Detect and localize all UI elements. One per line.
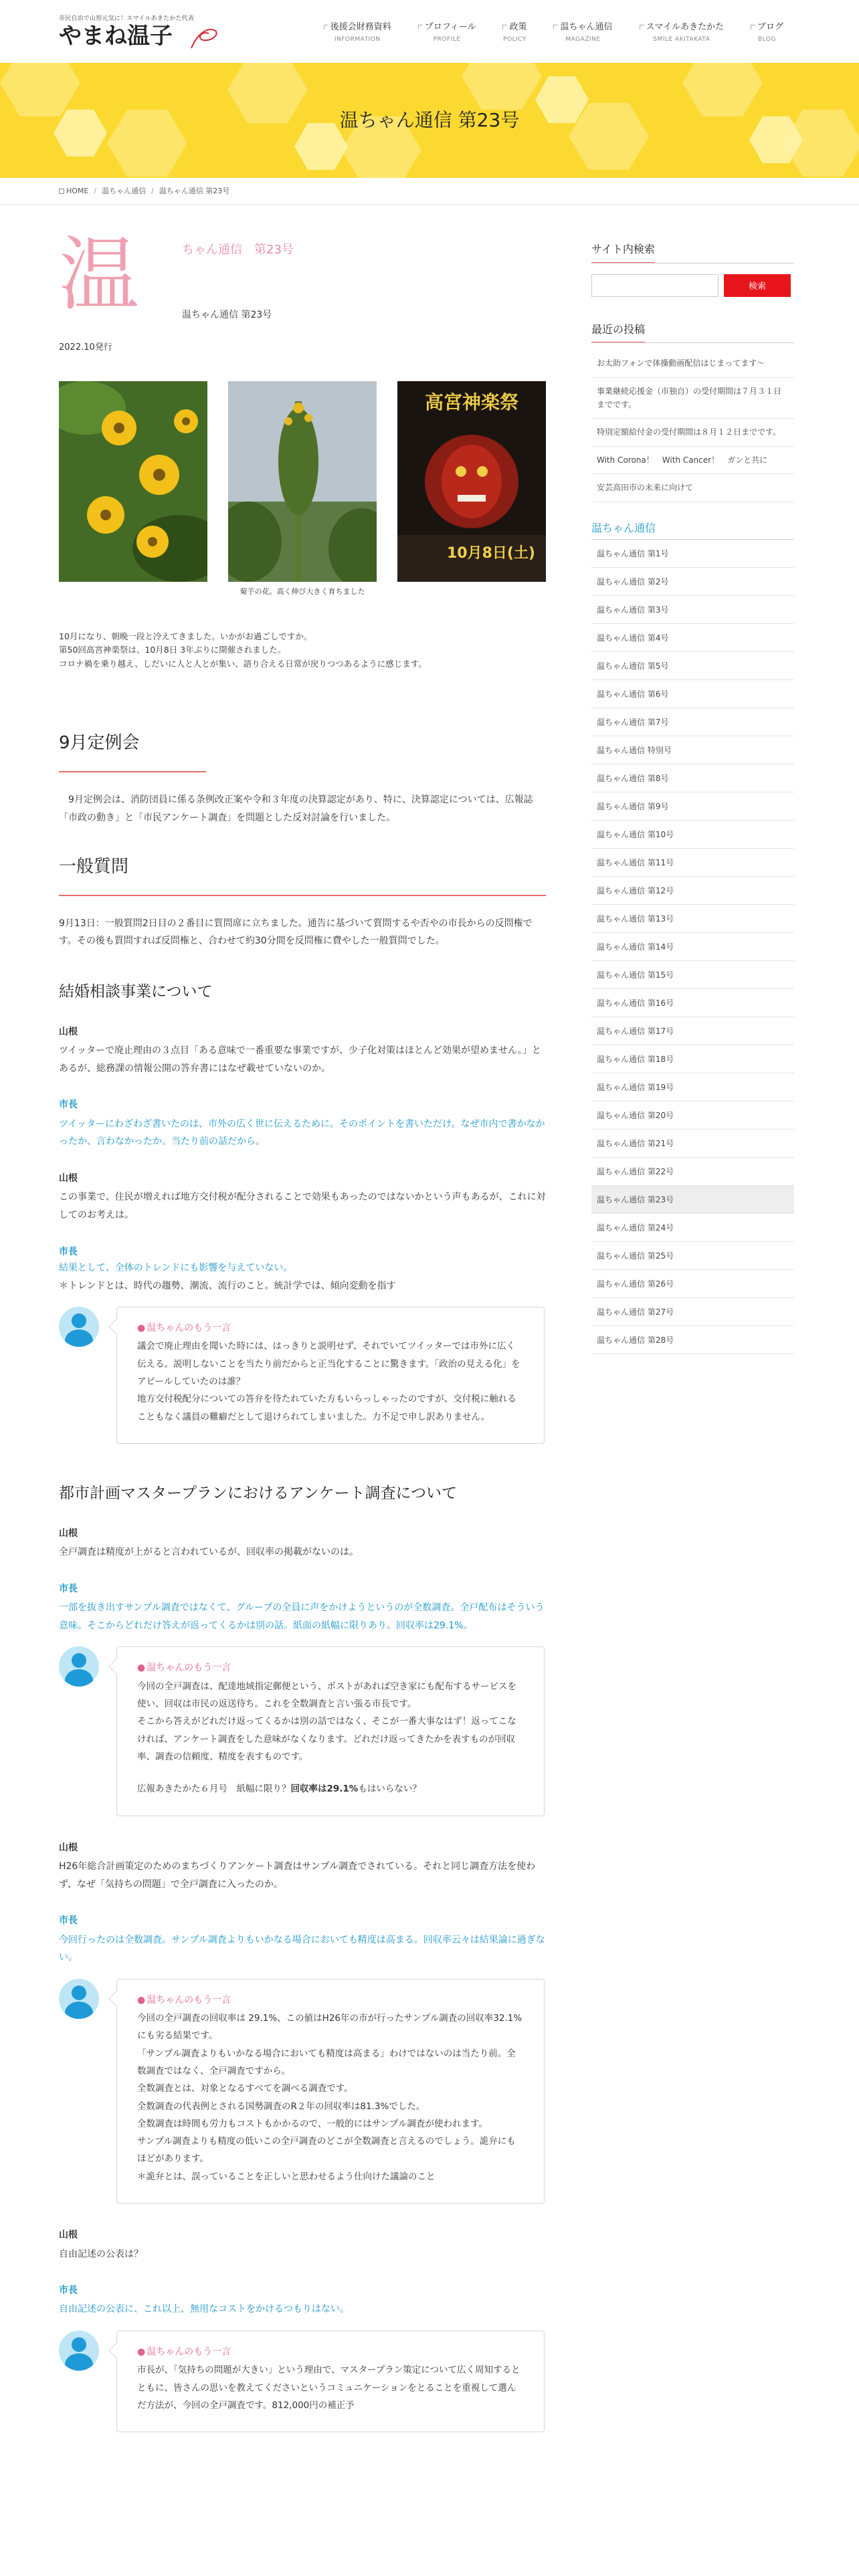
comment-box: [59, 1307, 546, 1444]
onsen-issue-link[interactable]: 温ちゃん通信 第12号: [591, 877, 794, 905]
recent-post-link[interactable]: With Corona！ With Cancer！ ガンと共に: [591, 447, 794, 474]
avatar-icon: [59, 2331, 99, 2371]
onsen-issue-link[interactable]: 温ちゃん通信 第19号: [591, 1073, 794, 1101]
nav-magazine[interactable]: 温ちゃん通信 MAGAZINE: [553, 18, 612, 44]
comment-title: ● 温ちゃんのもう一言: [137, 1992, 524, 2010]
question-text: 全戸調査は精度が上がると言われているが、回収率の掲載がないのは。: [59, 1547, 359, 1558]
nav-smile-akitakata[interactable]: スマイルあきたかた SMILE AKITAKATA: [640, 18, 724, 44]
onsen-issue-link[interactable]: 温ちゃん通信 第3号: [591, 596, 794, 624]
sidebar: [591, 241, 794, 2432]
onsen-issue-link[interactable]: 温ちゃん通信 第2号: [591, 568, 794, 596]
speaker-yamane: 山根: [59, 1172, 78, 1184]
comment-content: ● 温ちゃんのもう一言 今回の全戸調査は、配達地域指定郵便という、ポストがあれば空き家にも配布するサービスを使い、回収は市民の返送待ち。これを全数調査と言い張る市長です。 そこから答えがどれだけ返ってくるかは別の話ではなく、そこが一番大事なはず！返ってこなければ、アンケート調査をした意味がなくなります。どれだけ返ってきたかを表すものが回収率、調査の信頼度、精度を表すものです。 広報あきたかた６月号 紙幅に限り？回収率は29.1%もはいらない？: [116, 1646, 545, 1816]
onsen-issue-link[interactable]: 温ちゃん通信 第15号: [591, 961, 794, 989]
poster-title: 高宮神楽祭: [424, 391, 518, 413]
onsen-issue-link[interactable]: 温ちゃん通信 第16号: [591, 989, 794, 1017]
onsen-tsushin-list: [591, 540, 794, 1354]
onsen-issue-link[interactable]: 温ちゃん通信 第28号: [591, 1326, 794, 1354]
site-logo[interactable]: [59, 14, 194, 49]
photo-row: [59, 381, 546, 598]
breadcrumb-current: 温ちゃん通信 第23号: [159, 186, 230, 195]
logo-swirl-icon: [189, 25, 219, 51]
nav-information[interactable]: 後援会財務資料 INFORMATION: [324, 18, 391, 44]
recent-posts-list: [591, 350, 794, 502]
onsen-issue-link[interactable]: 温ちゃん通信 第8号: [591, 764, 794, 792]
speaker-yamane: 山根: [59, 1527, 78, 1539]
onsen-issue-link[interactable]: 温ちゃん通信 第9号: [591, 792, 794, 821]
onsen-tsushin-heading: 温ちゃん通信: [591, 520, 794, 540]
answer-text: 結果として、全体のトレンドにも影響を与えていない。: [59, 1262, 293, 1273]
recent-post-link[interactable]: 事業継続応援金（市独自）の受付期間は７月３１日までです。: [591, 378, 794, 419]
answer-text: ツイッターにわざわざ書いたのは、市外の広く世に伝えるために。そのポイントを書いただけ。なぜ市内で書かなかったか、言わなかったか。当たり前の話だから。: [59, 1118, 545, 1148]
post-series: ちゃん通信 第23号: [182, 243, 294, 257]
answer-text: 自由記述の公表に、これ以上、無用なコストをかけるつもりはない。: [59, 2304, 349, 2315]
onsen-issue-link[interactable]: 温ちゃん通信 第24号: [591, 1214, 794, 1242]
onsen-issue-link[interactable]: 温ちゃん通信 第25号: [591, 1242, 794, 1270]
onsen-issue-link[interactable]: 温ちゃん通信 第26号: [591, 1270, 794, 1298]
onsen-issue-link[interactable]: 温ちゃん通信 第23号: [591, 1186, 794, 1214]
logo-text: やまね温子: [59, 24, 194, 49]
photo-sunflowers: [59, 381, 207, 598]
photo-caption: 菊芋の花。高く伸び大きく育ちました: [240, 587, 365, 596]
speaker-mayor: 市長: [59, 1915, 78, 1927]
comment-title: ● 温ちゃんのもう一言: [137, 2343, 524, 2361]
main-nav: [324, 18, 783, 44]
onsen-issue-link[interactable]: 温ちゃん通信 第14号: [591, 933, 794, 961]
onsen-issue-link[interactable]: 温ちゃん通信 第27号: [591, 1298, 794, 1326]
onsen-issue-link[interactable]: 温ちゃん通信 第1号: [591, 540, 794, 568]
search-form: [591, 274, 794, 297]
comment-content: ● 温ちゃんのもう一言 今回の全戸調査の回収率は 29.1%、この値はH26年の市が行ったサンプル調査の回収率32.1%にも劣る結果です。 「サンプル調査よりもいかなる場合においても精度は高まる」わけではないのは当たり前。全数調査ではなく、全戸調査ですから。 全数調査とは、対象となるすべてを調べる調査です。 全数調査の代表例とされる国勢調査のR２年の回収率は81.3%でした。 全数調査は時間も労力もコストもかかるので、一般的にはサンプル調査が使われます。 サンプル調査よりも精度の低いこの全戸調査のどこが全数調査と言えるのでしょう。詭弁にもほどがあります。 ＊詭弁とは、誤っていることを正しいと思わせるよう仕向けた議論のこと: [116, 1979, 545, 2204]
speaker-mayor: 市長: [59, 1099, 78, 1111]
onsen-issue-link[interactable]: 温ちゃん通信 第7号: [591, 708, 794, 736]
question-text: この事業で、住民が増えれば地方交付税が配分されることで効果もあったのではないかという声もあるが、これに対してのお考えは。: [59, 1192, 546, 1220]
comment-closing: 広報あきたかた６月号 紙幅に限り？回収率は29.1%もはいらない？: [137, 1784, 421, 1795]
page-hero: [0, 63, 859, 178]
nav-profile[interactable]: プロフィール PROFILE: [418, 18, 476, 44]
recent-post-link[interactable]: 安芸高田市の未来に向けて: [591, 474, 794, 502]
nav-policy[interactable]: 政策 POLICY: [503, 22, 527, 43]
intro-text: 10月になり、朝晩一段と冷えてきました。いかがお過ごしですか。 第50回高宮神楽祭は、10月8日 3年ぶりに開催されました。 コロナ禍を乗り越え、しだいに人と人とが集い、語り合える日常が戻りつつあるように感じます。: [59, 631, 427, 669]
answer-text: 今回行ったのは全数調査。サンプル調査よりもいかなる場合においても精度は高まる。回収率云々は結果論に過ぎない。: [59, 1934, 545, 1963]
onsen-issue-link[interactable]: 温ちゃん通信 第17号: [591, 1017, 794, 1045]
recent-post-link[interactable]: 特別定額給付金の受付期間は８月１２日までです。: [591, 419, 794, 446]
search-button[interactable]: 検索: [724, 274, 791, 297]
comment-box: [59, 1979, 546, 2204]
onsen-issue-link[interactable]: 温ちゃん通信 第22号: [591, 1158, 794, 1186]
note-text: ＊トレンドとは、時代の趨勢、潮流、流行のこと。統計学では、傾向変動を指す: [59, 1280, 396, 1291]
onsen-issue-link[interactable]: 温ちゃん通信 第13号: [591, 905, 794, 933]
avatar-icon: [59, 1307, 99, 1347]
onsen-issue-link[interactable]: 温ちゃん通信 第4号: [591, 624, 794, 652]
post-issued-date: 2022.10発行: [59, 342, 112, 352]
onsen-issue-link[interactable]: 温ちゃん通信 第6号: [591, 680, 794, 708]
breadcrumb-magazine[interactable]: 温ちゃん通信: [102, 186, 147, 195]
post-header: [59, 229, 546, 388]
onsen-issue-link[interactable]: 温ちゃん通信 第5号: [591, 652, 794, 680]
comment-content: ● 温ちゃんのもう一言 市長が、「気持ちの問題が大きい」という理由で、マスタープラン策定について広く周知するとともに、皆さんの思いを教えてくださいというコミュニケーションをとることを重視して選んだ方法が、今回の全戸調査です。812,000円の補正予: [116, 2331, 545, 2432]
recent-post-link[interactable]: お太助フォンで体操動画配信はじまってます～: [591, 350, 794, 377]
poster-date: 10月8日(土): [446, 545, 535, 562]
onsen-issue-link[interactable]: 温ちゃん通信 第18号: [591, 1045, 794, 1073]
search-input[interactable]: [591, 274, 719, 297]
heading-ippan-shitsumon: 一般質問: [59, 853, 546, 896]
avatar-icon: [59, 1979, 99, 2019]
post-subtitle: 温ちゃん通信 第23号: [182, 310, 272, 320]
page-title: 温ちゃん通信 第23号: [339, 108, 520, 131]
site-header: [0, 0, 859, 63]
onsen-issue-link[interactable]: 温ちゃん通信 第11号: [591, 849, 794, 877]
heading-teireikai: 9月定例会: [59, 730, 546, 772]
comment-box: [59, 2331, 546, 2432]
onsen-issue-link[interactable]: 温ちゃん通信 第21号: [591, 1130, 794, 1158]
big-char: 温: [59, 229, 139, 322]
photo-kikuimo: [228, 381, 377, 598]
avatar-icon: [59, 1646, 99, 1687]
comment-box: [59, 1646, 546, 1816]
speaker-yamane: 山根: [59, 1842, 78, 1853]
home-icon: [59, 189, 64, 194]
speaker-mayor: 市長: [59, 1583, 78, 1594]
nav-blog[interactable]: ブログ BLOG: [751, 18, 783, 44]
question-text: H26年総合計画策定のためのまちづくりアンケート調査はサンプル調査でされている。それと同じ調査方法を使わず、なぜ「気持ちの問題」で全戸調査に入ったのか。: [59, 1860, 536, 1890]
breadcrumb-home[interactable]: HOME: [66, 186, 89, 195]
comment-title: ● 温ちゃんのもう一言: [137, 1659, 524, 1677]
speaker-yamane: 山根: [59, 2230, 78, 2241]
onsen-issue-link[interactable]: 温ちゃん通信 第20号: [591, 1101, 794, 1130]
comment-content: ● 温ちゃんのもう一言 議会で廃止理由を聞いた時には、はっきりと説明せず、それでいてツイッターでは市外に広く伝える。説明しないことを当たり前だからと正当化することに驚きます。「政治の見える化」をアピールしていたのは誰？ 地方交付税配分についての答弁を待たれていた方もいらっしゃったのですが、交付税に触れることもなく議員の難癖だとして退けられてしまいました。力不足で申し訳ありません。: [116, 1307, 545, 1444]
answer-text: 一部を抜き出すサンプル調査ではなくて、グループの全員に声をかけようというのが全数調査。全戸配布はそういう意味。そこからどれだけ答えが返ってくるかは別の話。紙面の紙幅に限りあり。回収率は29.1%。: [59, 1602, 545, 1631]
question-text: ツイッターで廃止理由の３点目「ある意味で一番重要な事業ですが、少子化対策はほとんど効果が望めません。」とあるが、総務課の情報公開の答弁書にはなぜ載せていないのか。: [59, 1045, 541, 1074]
photo-kagura-poster: [397, 381, 546, 598]
teireikai-body: 9月定例会は、消防団員に係る条例改正案や令和３年度の決算認定があり、特に、決算認定については、広報誌「市政の動き」と「市民アンケート調査」を問題とした反対討論を行いました。: [59, 794, 533, 823]
speaker-yamane: 山根: [59, 1026, 78, 1037]
ippan-body: 9月13日：一般質問2日目の２番目に質問席に立ちました。通告に基づいて質問するや否やの市長からの反問権です。その後も質問すれば反問権と、合わせて約30分間を反問権に費やした一般質問でした。: [59, 918, 533, 947]
speaker-mayor: 市長: [59, 1246, 78, 1257]
site-tagline: 市民自治で山形元気に！スマイルあきたかた代表: [59, 15, 195, 23]
heading-toshi-keikaku: 都市計画マスタープランにおけるアンケート調査について: [59, 1485, 458, 1502]
article: [59, 229, 546, 2432]
comment-title: ● 温ちゃんのもう一言: [137, 1319, 524, 1337]
onsen-issue-link[interactable]: 温ちゃん通信 特別号: [591, 736, 794, 764]
speaker-mayor: 市長: [59, 2285, 78, 2296]
search-heading: サイト内検索: [591, 241, 794, 263]
heading-kekkon: 結婚相談事業について: [59, 983, 213, 1001]
recent-posts-heading: 最近の投稿: [591, 321, 794, 344]
breadcrumb: HOME / 温ちゃん通信 / 温ちゃん通信 第23号: [0, 178, 859, 205]
onsen-issue-link[interactable]: 温ちゃん通信 第10号: [591, 821, 794, 849]
question-text: 自由記述の公表は？: [59, 2248, 143, 2260]
